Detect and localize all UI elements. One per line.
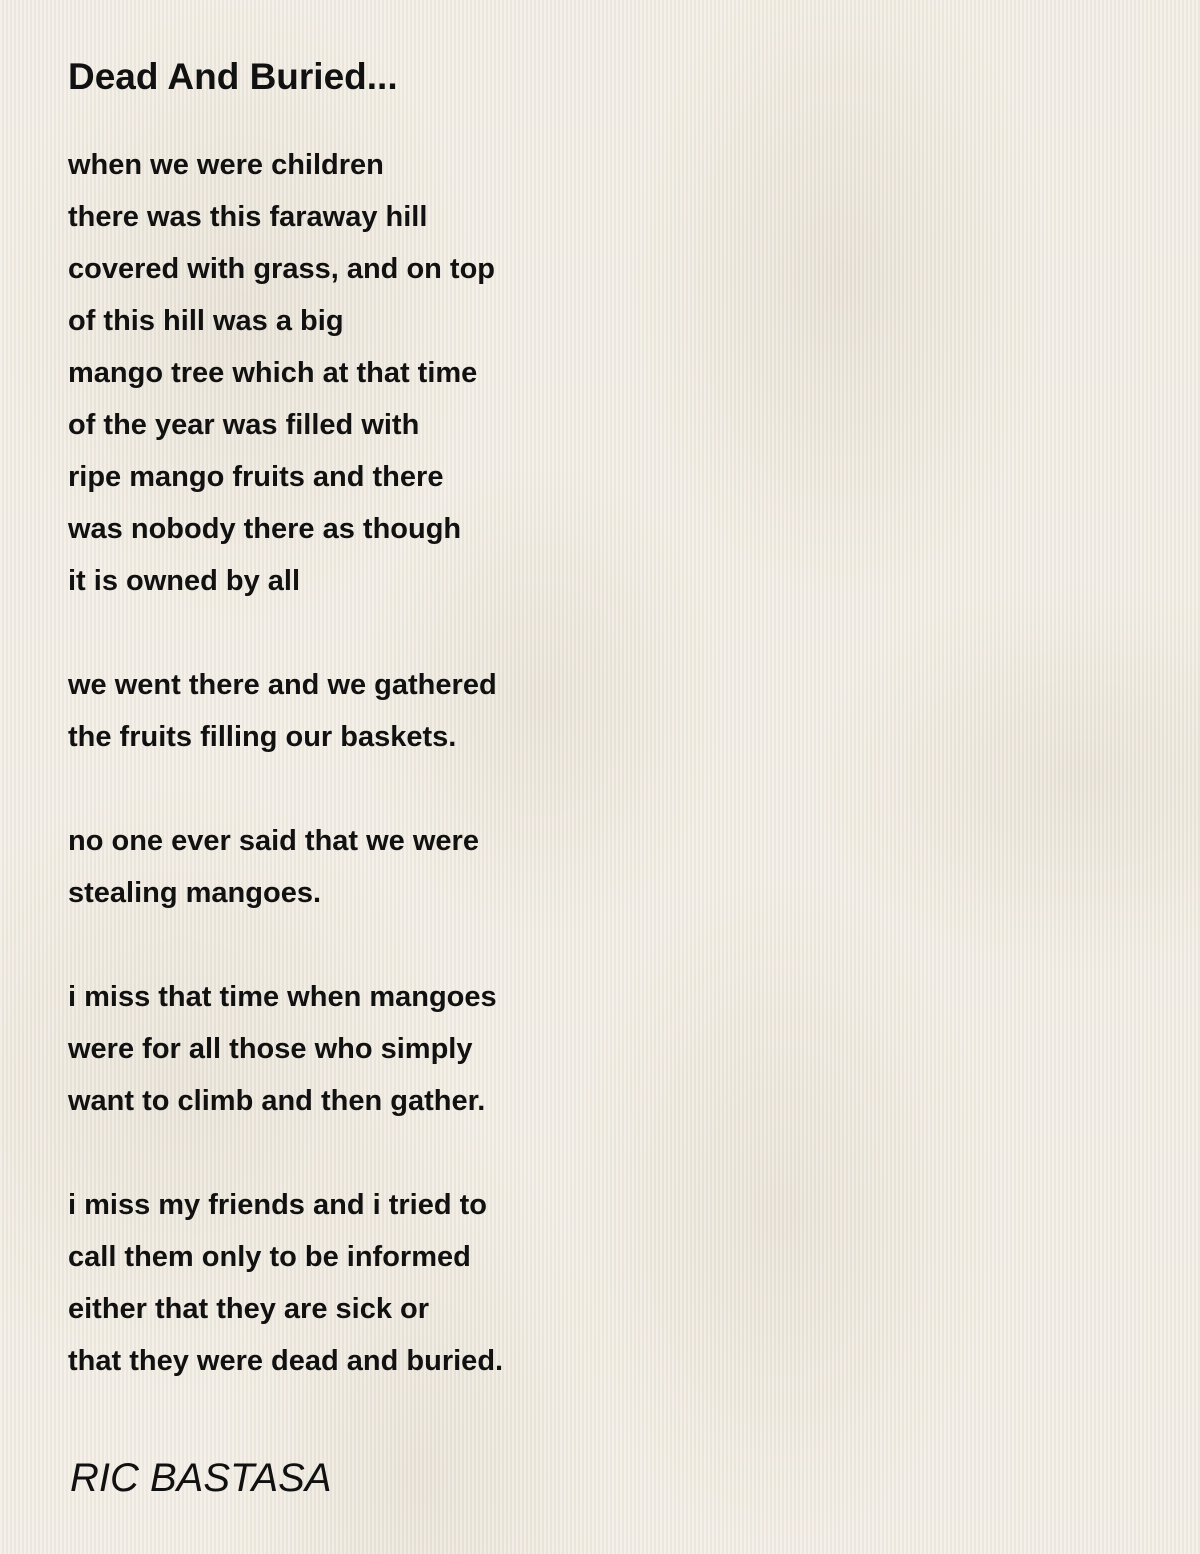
stanza-5 xyxy=(68,1179,1148,1387)
poem-line: either that they are sick or xyxy=(68,1293,430,1325)
stanza-3 xyxy=(68,815,1148,919)
poem-line: covered with grass, and on top xyxy=(68,253,496,285)
poem-line: ripe mango fruits and there xyxy=(68,461,444,493)
poem-line: call them only to be informed xyxy=(68,1241,471,1273)
poem-line: no one ever said that we were xyxy=(68,825,479,857)
stanza-1 xyxy=(68,139,1148,607)
poem-line: we went there and we gathered xyxy=(68,669,497,701)
poem-body xyxy=(68,139,1148,1387)
poem-page xyxy=(68,50,1148,1387)
poem-line: there was this faraway hill xyxy=(68,201,428,233)
poem-author: RIC BASTASA xyxy=(70,1456,332,1500)
poem-line: were for all those who simply xyxy=(68,1033,473,1065)
poem-title: Dead And Buried... xyxy=(68,56,398,97)
stanza-2 xyxy=(68,659,1148,763)
poem-line: the fruits filling our baskets. xyxy=(68,721,457,753)
poem-line: that they were dead and buried. xyxy=(68,1345,504,1377)
poem-line: of this hill was a big xyxy=(68,305,344,337)
poem-line: when we were children xyxy=(68,149,384,181)
poem-line: it is owned by all xyxy=(68,565,301,597)
poem-line: want to climb and then gather. xyxy=(68,1085,486,1117)
stanza-4 xyxy=(68,971,1148,1127)
poem-line: stealing mangoes. xyxy=(68,877,322,909)
poem-line: i miss my friends and i tried to xyxy=(68,1189,487,1221)
poem-line: was nobody there as though xyxy=(68,513,462,545)
poem-line: of the year was filled with xyxy=(68,409,420,441)
poem-line: i miss that time when mangoes xyxy=(68,981,497,1013)
poem-line: mango tree which at that time xyxy=(68,357,478,389)
